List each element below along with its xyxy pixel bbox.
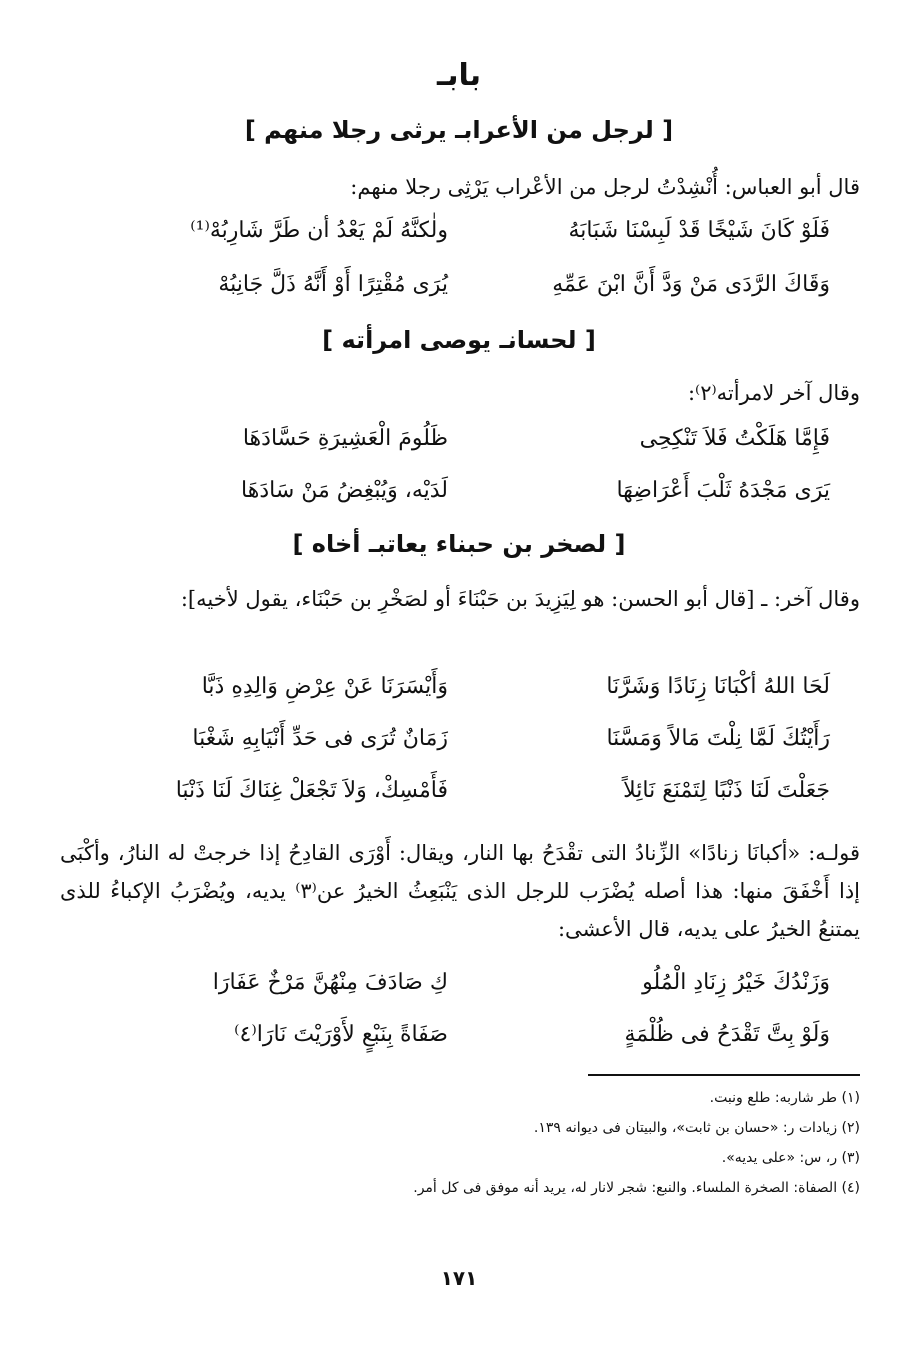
section-heading: [ لصخر بن حبناء يعاتبـ أخاه ] (292, 530, 626, 558)
verse-second-hemistich: فَأَمْسِكْ، وَلاَ تَجْعَلْ غِنَاكَ لَنَا ذَنْبَا (175, 778, 448, 803)
section-intro: قال أبو العباس: أُنْشِدْتُ لرجل من الأعْراب يَرْثِى رجلا منهم: (350, 175, 860, 199)
verse-line (0, 478, 918, 522)
commentary-paragraph: قولـه: «أكبانَا زنادًا» الزِّنادُ التى تقْدَحُ بها النار، ويقال: أَوْرَى القادِحُ إذا خرجتْ له النارُ، وأكْبَى إذا أَخْفَقَ منها: هذا أصله يُضْرَب للرجل الذى يَنْبَعِثُ الخيرُ عن⁽٣⁾ يديه، ويُضْرَبُ الإكباءُ للذى يمتنعُ الخيرُ على يديه، قال الأعشى: (60, 841, 861, 941)
verse-first-hemistich: وَزَنْدُكَ خَيْرُ زِنَادِ الْمُلُو (642, 970, 830, 995)
verse-first-hemistich: فَإِمَّا هَلَكْتُ فَلاَ تَنْكِحِى (639, 426, 830, 451)
page-number: ١٧١ (440, 1266, 478, 1290)
verse-line (0, 726, 918, 770)
verse-line (0, 674, 918, 718)
verse-second-hemistich: وَأَيْسَرَنَا عَنْ عِرْضِ وَالِدِهِ ذَبَّا (201, 674, 448, 699)
verse-second-hemistich: لَدَيْه، وَيُبْغِضُ مَنْ سَادَهَا (241, 478, 448, 503)
verse-second-hemistich: زَمَانٌ تُرَى فى حَدِّ أَنْيَابِهِ شَغْبَا (192, 726, 448, 751)
verse-line (0, 272, 918, 316)
footnote: (٢) زيادات ر: «حسان بن ثابت»، والبيتان فى ديوانه ١٣٩. (533, 1120, 860, 1136)
section-intro: وقال آخر لامرأته⁽٢⁾: (687, 381, 860, 405)
verse-line (0, 970, 918, 1014)
footnote-separator (588, 1074, 860, 1076)
verse-first-hemistich: فَلَوْ كَانَ شَيْخًا قَدْ لَبِسْنَا شَبَابَهُ (568, 218, 830, 243)
footnote: (١) طر شاربه: طلع ونبت. (709, 1090, 860, 1106)
verse-first-hemistich: يَرَى مَجْدَهُ ثَلْبَ أَعْرَاضِهَا (616, 478, 830, 503)
verse-line (0, 426, 918, 470)
footnote: (٣) ر، س: «على يديه». (721, 1150, 860, 1166)
verse-second-hemistich: ظَلُومَ الْعَشِيرَةِ حَسَّادَهَا (242, 426, 448, 451)
verse-second-hemistich: يُرَى مُقْتِرًا أَوْ أَنَّهُ ذَلَّ جَانِبُهْ (218, 272, 448, 297)
verse-first-hemistich: جَعَلْتَ لَنَا ذَنْبًا لِتَمْنَعَ نَائِلاً (623, 778, 830, 803)
page-title: بابـ (436, 58, 482, 93)
verse-line (0, 778, 918, 822)
verse-line (0, 1022, 918, 1066)
verse-first-hemistich: وَلَوْ بِتَّ تَقْدَحُ فى ظُلْمَةٍ (624, 1022, 830, 1047)
verse-first-hemistich: رَأَيْتُكَ لَمَّا نِلْتَ مَالاً وَمَسَّنَا (606, 726, 830, 751)
verse-first-hemistich: لَحَا اللهُ أكْبَانَا زِنَادًا وَشَرَّنَا (606, 674, 830, 699)
verse-line (0, 218, 918, 262)
footnote: (٤) الصفاة: الصخرة الملساء. والنبع: شجر لانار له، يريد أنه موفق فى كل أمر. (413, 1180, 860, 1196)
section-heading: [ لحسانـ يوصى امرأته ] (322, 326, 596, 354)
verse-first-hemistich: وَقَاكَ الرَّدَى مَنْ وَدَّ أَنَّ ابْنَ عَمِّهِ (552, 272, 830, 297)
verse-second-hemistich: ولٰكنَّهُ لَمْ يَعْدُ أن طَرَّ شَارِبُهْ⁽¹⁾ (190, 218, 448, 243)
verse-second-hemistich: كِ صَادَفَ مِنْهُنَّ مَرْخٌ عَفَارَا (212, 970, 448, 995)
verse-second-hemistich: صَفَاةً بِنَبْعٍ لأَوْرَيْتَ نَارَا⁽٤⁾ (234, 1022, 448, 1047)
section-intro: وقال آخر: ـ [قال أبو الحسن: هو لِيَزِيدَ بن حَبْنَاءَ أو لصَخْرِ بن حَبْنَاء، يقول لأخيه]: (180, 587, 860, 611)
section-heading: [ لرجل من الأعرابـ يرثى رجلا منهم ] (244, 116, 674, 144)
